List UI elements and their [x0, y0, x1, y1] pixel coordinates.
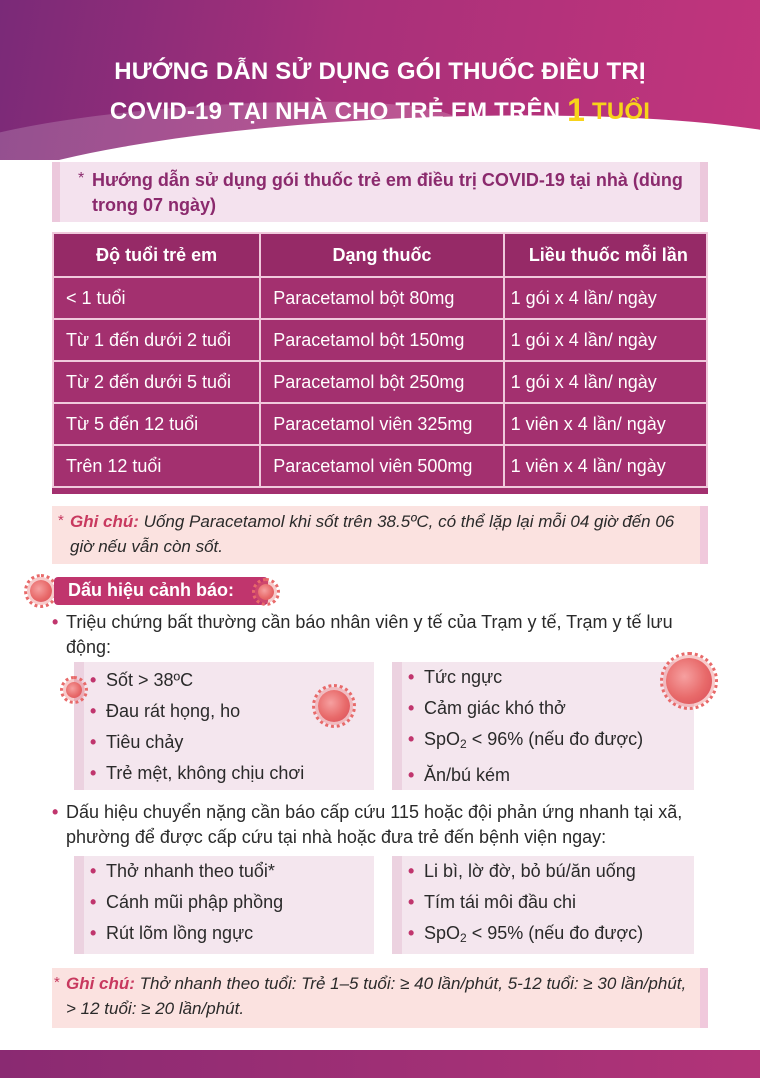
page-title-line1: HƯỚNG DẪN SỬ DỤNG GÓI THUỐC ĐIỀU TRỊ [114, 58, 646, 85]
warning-heading-text: Dấu hiệu cảnh báo: [68, 580, 235, 600]
footer-bar [0, 1050, 760, 1078]
note-fever [52, 506, 708, 564]
table-row [53, 319, 707, 361]
asterisk-icon: * [58, 512, 64, 529]
list-item: • Sốt > 38ºC [84, 665, 374, 696]
title-text: COVID-19 TẠI NHÀ CHO TRẺ EM TRÊN [109, 98, 568, 125]
bullet-icon: • [52, 802, 59, 822]
cell-form: Paracetamol bột 80mg [260, 277, 503, 319]
symptom-box-left-2 [74, 856, 374, 954]
cell-dose: 1 viên x 4 lần/ ngày [504, 403, 707, 445]
list-item [402, 724, 694, 760]
cell-form: Paracetamol viên 325mg [260, 403, 503, 445]
list-item: • Cánh mũi phập phồng [84, 887, 374, 918]
cell-dose: 1 gói x 4 lần/ ngày [504, 319, 707, 361]
intro-box [52, 162, 708, 222]
virus-icon [30, 580, 52, 602]
list-item: • Tức ngực [402, 662, 694, 693]
symptom-box-right-1 [392, 662, 694, 790]
note-breathing [52, 968, 708, 1028]
title-age-unit: TUỔI [585, 98, 651, 125]
spo2-subscript: 2 [460, 931, 467, 945]
cell-age: Từ 5 đến 12 tuổi [53, 403, 260, 445]
list-item: • Cảm giác khó thở [402, 693, 694, 724]
asterisk-icon: * [54, 974, 60, 991]
list-item: • Ăn/bú kém [402, 760, 694, 791]
table-row [53, 445, 707, 487]
bullet-icon: • [52, 612, 59, 632]
table-row [53, 277, 707, 319]
note-fever-text [70, 509, 695, 559]
spo2-label: SpO [424, 729, 461, 749]
table-row [53, 403, 707, 445]
list-item: • Rút lõm lồng ngực [84, 918, 374, 949]
spo2-subscript: 2 [460, 737, 467, 751]
list-item: • Tiêu chảy [84, 727, 374, 758]
spo2-threshold: < 96% (nếu đo được) [466, 729, 644, 749]
cell-dose: 1 gói x 4 lần/ ngày [504, 277, 707, 319]
spo2-threshold: < 95% (nếu đo được) [466, 923, 644, 943]
virus-icon [318, 690, 350, 722]
warning-section-2-text: Dấu hiệu chuyển nặng cần báo cấp cứu 115 hoặc đội phản ứng nhanh tại xã, phường để được cấp cứu tại nhà hoặc đưa trẻ đến bệnh viện ngay: [66, 802, 683, 847]
virus-icon [66, 682, 82, 698]
table-row [53, 361, 707, 403]
header-form: Dạng thuốc [260, 233, 503, 277]
warning-section-1 [52, 610, 716, 660]
cell-age: Từ 2 đến dưới 5 tuổi [53, 361, 260, 403]
cell-dose: 1 gói x 4 lần/ ngày [504, 361, 707, 403]
list-item: • Tím tái môi đầu chi [402, 887, 694, 918]
warning-heading [54, 577, 268, 605]
cell-age: < 1 tuổi [53, 277, 260, 319]
page-title-line2 [0, 92, 760, 129]
list-item: • Li bì, lờ đờ, bỏ bú/ăn uống [402, 856, 694, 887]
cell-dose: 1 viên x 4 lần/ ngày [504, 445, 707, 487]
intro-text: Hướng dẫn sử dụng gói thuốc trẻ em điều trị COVID-19 tại nhà (dùng trong 07 ngày) [92, 170, 683, 215]
dosage-table [52, 232, 708, 488]
virus-icon [666, 658, 712, 704]
warning-section-1-text: Triệu chứng bất thường cần báo nhân viên y tế của Trạm y tế, Trạm y tế lưu động: [66, 612, 673, 657]
cell-form: Paracetamol bột 250mg [260, 361, 503, 403]
symptom-box-right-2 [392, 856, 694, 954]
asterisk-icon: * [78, 170, 85, 187]
warning-section-2 [52, 800, 716, 850]
spo2-label: SpO [424, 923, 461, 943]
note-label: Ghi chú: [70, 512, 139, 531]
header-dose: Liều thuốc mỗi lần [504, 233, 707, 277]
note-label: Ghi chú: [66, 974, 135, 993]
cell-form: Paracetamol viên 500mg [260, 445, 503, 487]
note-body: Uống Paracetamol khi sốt trên 38.5ºC, có thể lặp lại mỗi 04 giờ đến 06 giờ nếu vẫn còn sốt. [70, 512, 675, 556]
virus-icon [258, 584, 274, 600]
table-bottom-bar [52, 488, 708, 494]
title-age-number: 1 [567, 92, 586, 128]
list-item: • Đau rát họng, ho [84, 696, 374, 727]
cell-age: Trên 12 tuổi [53, 445, 260, 487]
cell-age: Từ 1 đến dưới 2 tuổi [53, 319, 260, 361]
table-header-row [53, 233, 707, 277]
note-body: Thở nhanh theo tuổi: Trẻ 1–5 tuổi: ≥ 40 lần/phút, 5-12 tuổi: ≥ 30 lần/phút, > 12 tuổi: ≥ 20 lần/phút. [66, 974, 687, 1018]
note-breathing-text [66, 971, 696, 1021]
cell-form: Paracetamol bột 150mg [260, 319, 503, 361]
list-item: • Trẻ mệt, không chịu chơi [84, 758, 374, 789]
header-age: Độ tuổi trẻ em [53, 233, 260, 277]
list-item: • Thở nhanh theo tuổi* [84, 856, 374, 887]
list-item [402, 918, 694, 954]
